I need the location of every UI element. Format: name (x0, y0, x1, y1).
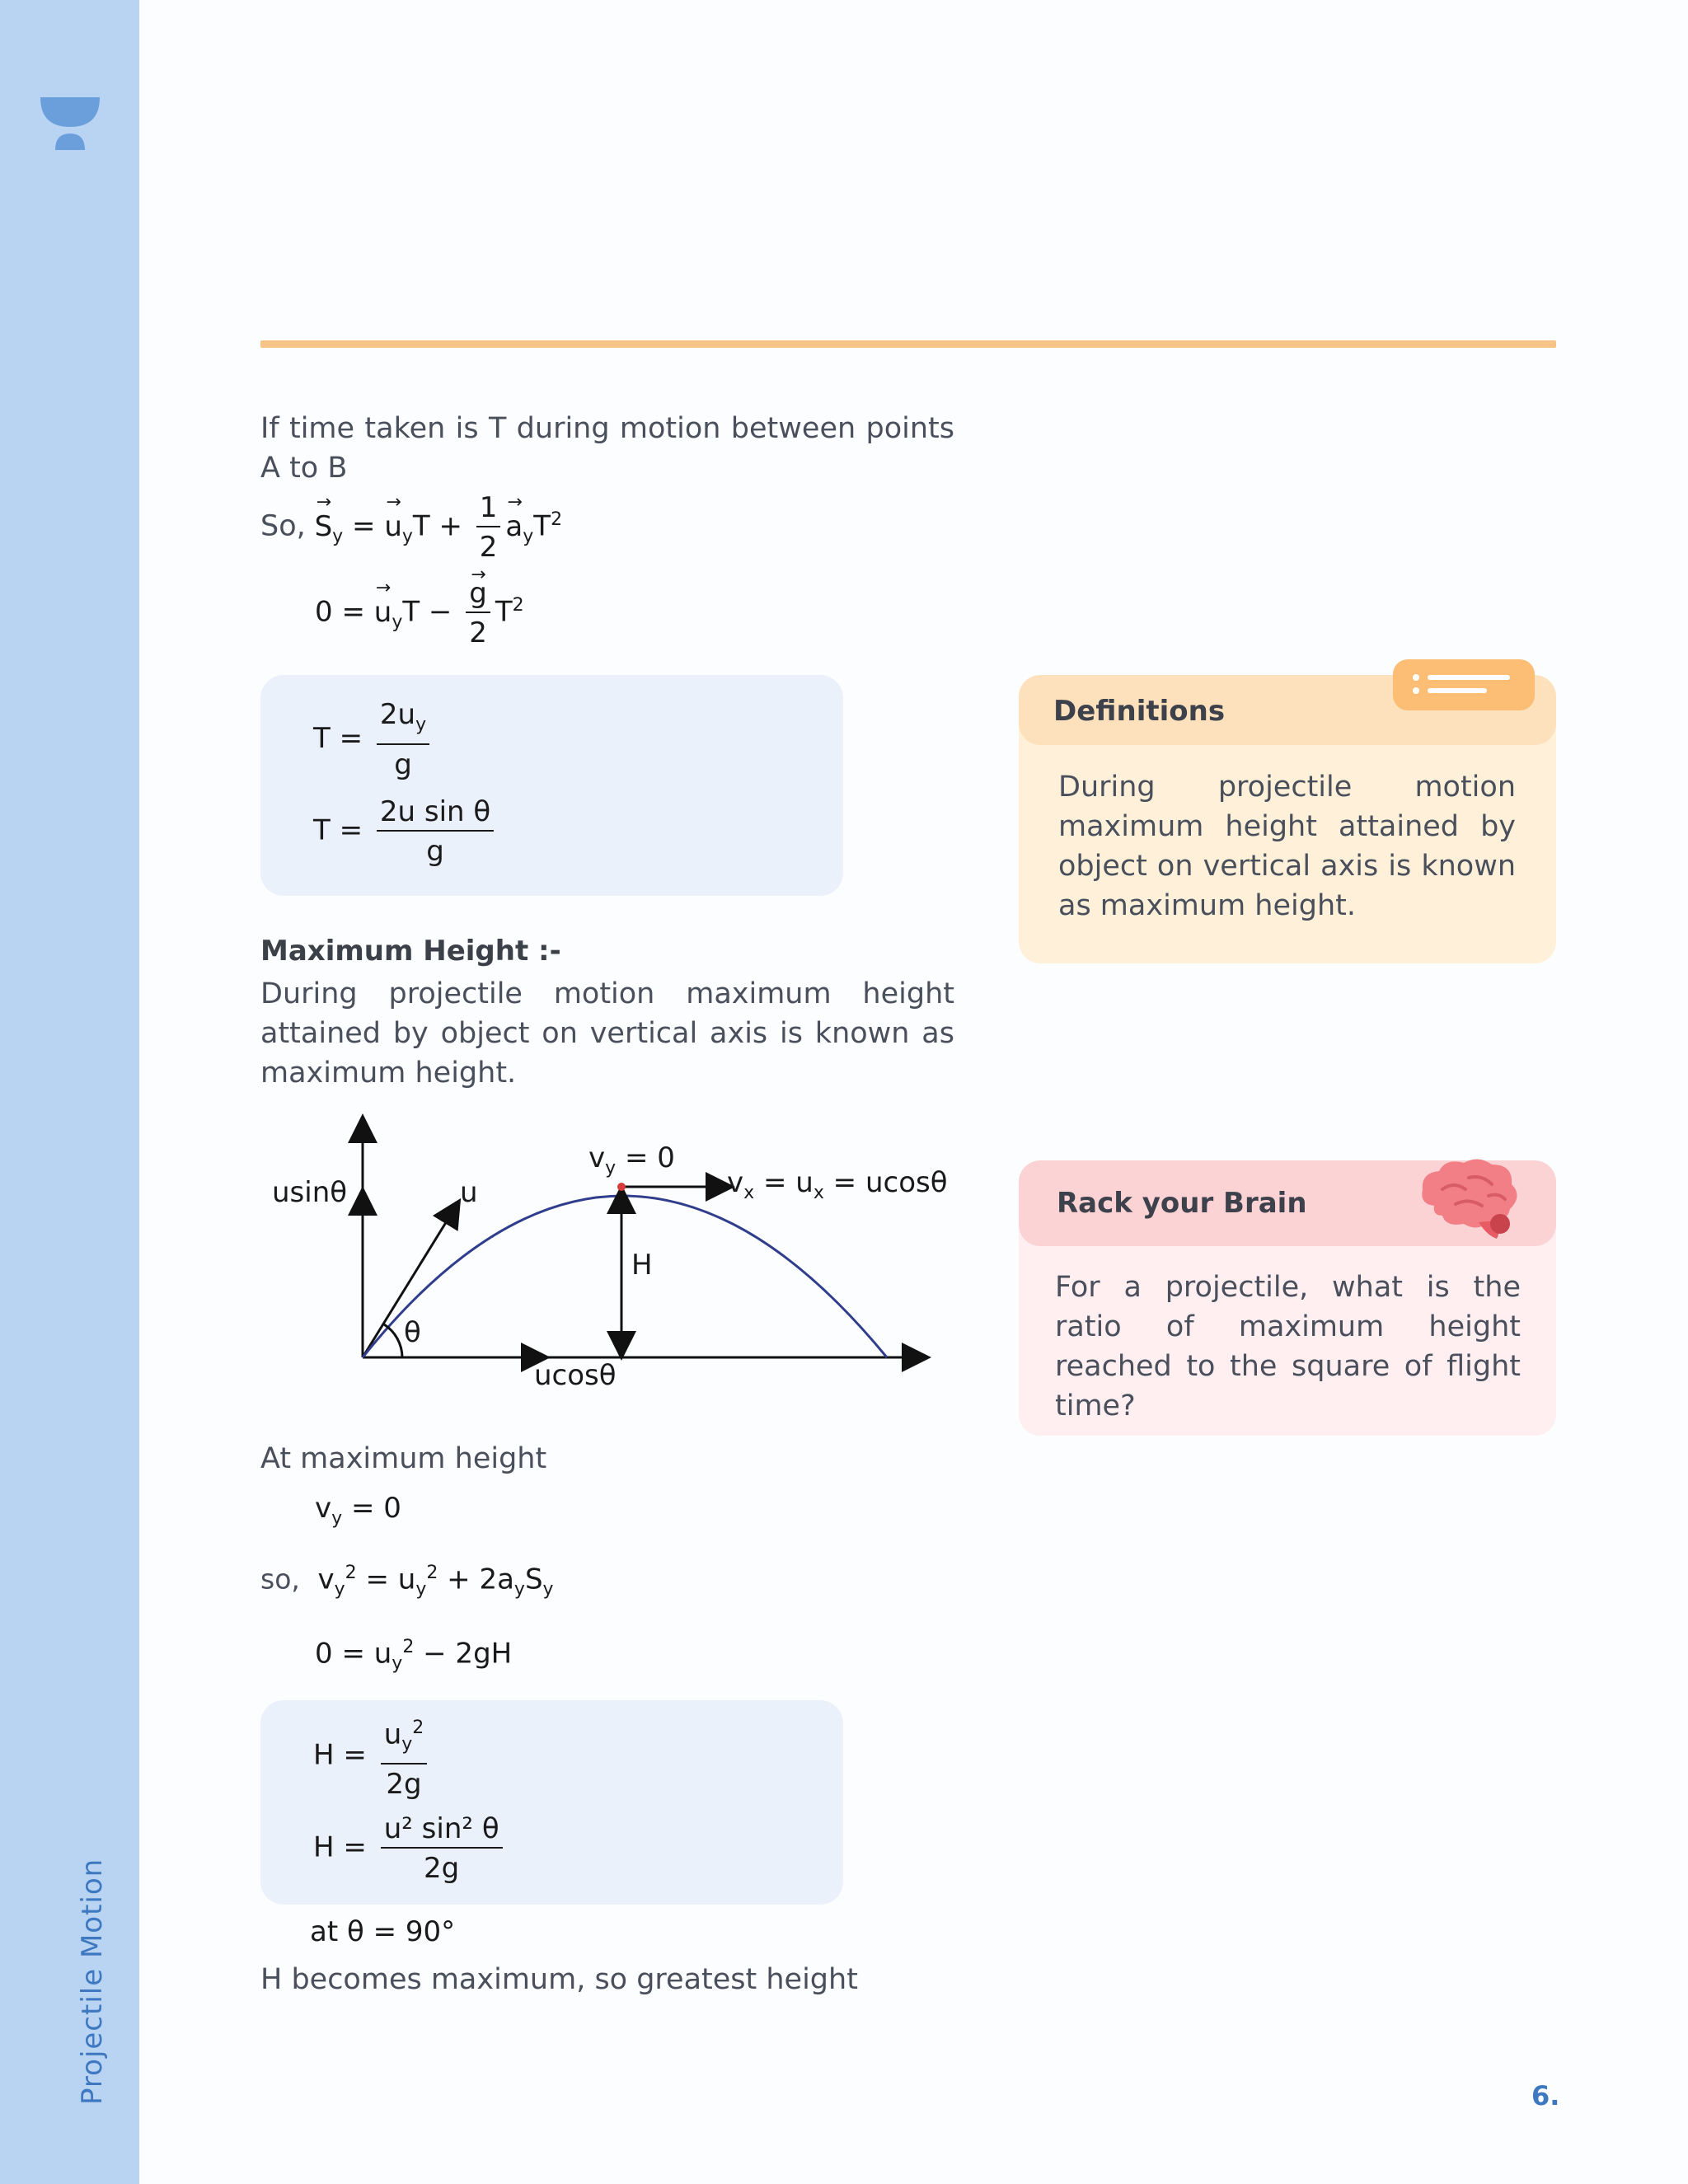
page-number: 6. (1531, 2080, 1560, 2111)
projectile-diagram (260, 1108, 953, 1397)
equation-zero-displacement: 0 = → $u_yT$ − → $\frac{g}{2}$ $T^2$ (315, 577, 524, 649)
rack-your-brain-title: Rack your Brain (1057, 1187, 1307, 1220)
sidebar (0, 0, 139, 2184)
label-height: H (631, 1249, 653, 1282)
rack-your-brain-question: For a projectile, what is the ratio of maximum height reached to the square of flight time? (1055, 1271, 1521, 1422)
label-ucos-theta: ucosθ (534, 1359, 617, 1392)
label-vx: $v_x = u_x = ucos\theta$ (727, 1166, 948, 1203)
brain-icon (1418, 1156, 1522, 1244)
sidebar-chapter-title: Projectile Motion (76, 1858, 109, 2105)
notes-tag-icon (1393, 659, 1535, 710)
label-theta: θ (404, 1316, 421, 1349)
at-theta-90: at θ = 90° (310, 1915, 456, 1948)
definitions-card (1019, 675, 1556, 963)
header-rule (260, 340, 1556, 348)
intro-paragraph: If time taken is T during motion between points A to B (260, 412, 954, 485)
equation-time-1: T = $\frac{2u_y}{g}$ (313, 698, 434, 781)
equation-height-2: H = $\frac{\text{u² sin² θ}}{2g}$ (313, 1812, 508, 1885)
label-u: u (460, 1176, 478, 1209)
conclusion-text: H becomes maximum, so greatest height (260, 1963, 858, 1996)
label-vy-zero: $v_y = 0$ (588, 1141, 675, 1179)
equation-zero-height: $0 = u_y^2 - 2gH$ (315, 1637, 513, 1675)
section-heading-max-height: Maximum Height :- (260, 935, 561, 968)
time-of-flight-box (260, 675, 843, 896)
brand-logo-icon (40, 97, 100, 150)
equation-displacement: So, → $S_y$ = → $u_yT$ + $\frac{1}{2}$ → $a_yT^2$ (260, 491, 562, 564)
label-usin-theta: usinθ (272, 1176, 348, 1209)
definitions-body: During projectile motion maximum height attained by object on vertical axis is known as maximum height. (1058, 771, 1516, 922)
equation-vy-zero: $v_y = 0$ (315, 1492, 401, 1529)
at-max-height-text: At maximum height (260, 1442, 547, 1475)
definitions-title: Definitions (1053, 695, 1226, 728)
max-height-paragraph: During projectile motion maximum height attained by object on vertical axis is known as maximum height. (260, 977, 954, 1090)
equation-kinematic: so, $v_y^2 = u_y^2 + 2a_yS_y$ (260, 1563, 554, 1601)
equation-time-2: T = $\frac{\text{2u sin θ}}{g}$ (313, 795, 499, 868)
so-label: So, (260, 509, 306, 543)
trajectory-curve (363, 1196, 887, 1357)
equation-height-1: H = $\frac{u_y^2}{2g}$ (313, 1712, 432, 1801)
max-height-box (260, 1700, 843, 1905)
